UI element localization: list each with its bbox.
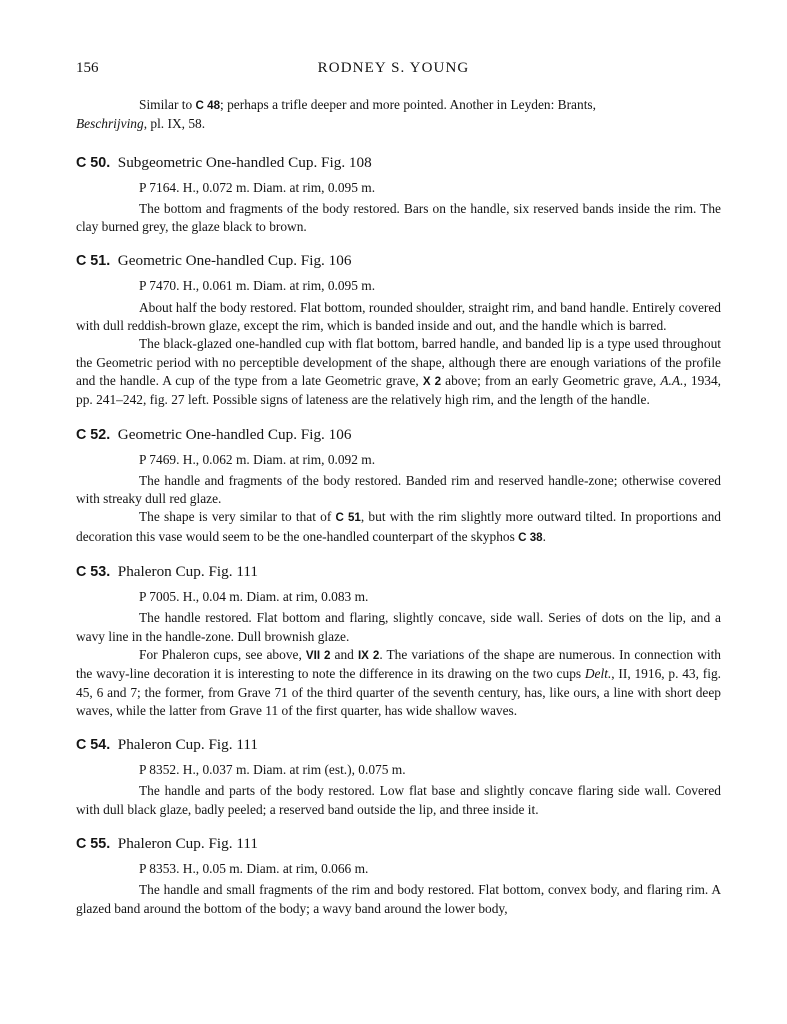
entry-discussion: The black-glazed one-handled cup with flat bottom, barred handle, and banded lip is a type used throughout the Geometric period with no perceptible development of the shape, although there are enough variations of the profile and the handle. A cup of the type from a late Geometric grave, X 2 above; from an early Geometric grave, A.A., 1934, pp. 241–242, fig. 27 left. Possible signs of lateness are the relatively high rim, and the length of the handle. — [76, 336, 722, 408]
entry-description: The handle and small fragments of the rim and body restored. Flat bottom, convex body, and flaring rim. A glazed band around the bottom of the body; a wavy band around the lower body, — [76, 882, 721, 916]
entry-discussion: The shape is very similar to that of C 51, but with the rim slightly more outward tilted. In proportions and decoration this vase would seem to be the one-handled counterpart of the skyphos C 38. — [76, 509, 722, 544]
entry-title: Subgeometric One-handled Cup. Fig. 108 — [117, 153, 372, 171]
entry-heading-c53 — [76, 562, 721, 582]
catalogue-ref: C 51 — [335, 511, 361, 525]
entry-heading-c52 — [76, 425, 721, 445]
entry-title: Geometric One-handled Cup. Fig. 106 — [117, 425, 352, 443]
entry-description: The bottom and fragments of the body restored. Bars on the handle, six reserved bands inside the rim. The clay burned grey, the glaze black to brown. — [76, 200, 721, 235]
text-body — [76, 96, 721, 918]
entry-heading-c54 — [76, 735, 721, 755]
entry-description: About half the body restored. Flat bottom, rounded shoulder, straight rim, and band handle. Entirely covered with dull reddish-brown glaze, except the rim, which is banded inside and out, and the handle which is barred. — [76, 299, 721, 334]
catalogue-number: C 51. — [76, 253, 111, 270]
entry-heading-c50 — [76, 153, 721, 173]
entry-title: Geometric One-handled Cup. Fig. 106 — [117, 252, 352, 270]
catalogue-number: C 54. — [76, 737, 111, 754]
catalogue-number: C 50. — [76, 154, 111, 171]
running-head: RODNEY S. YOUNG — [317, 60, 470, 76]
entry-measurements: P 8352. H., 0.037 m. Diam. at rim (est.), 0.075 m. — [139, 762, 406, 778]
entry-measurements: P 8353. H., 0.05 m. Diam. at rim, 0.066 m. — [139, 861, 369, 877]
entry-measurements: P 7469. H., 0.062 m. Diam. at rim, 0.092 m. — [139, 451, 376, 467]
entry-heading-c51 — [76, 251, 721, 271]
entry-measurements: P 7164. H., 0.072 m. Diam. at rim, 0.095 m. — [139, 179, 376, 195]
entry-title: Phaleron Cup. Fig. 111 — [117, 835, 258, 853]
catalogue-ref: C 48 — [195, 99, 221, 112]
entry-description: The handle restored. Flat bottom and flaring, slightly concave, side wall. Series of dots on the lip, and a wavy line in the handle-zone. Dull brownish glaze. — [76, 610, 721, 644]
entry-measurements: P 7005. H., 0.04 m. Diam. at rim, 0.083 m. — [139, 589, 369, 605]
page-number: 156 — [76, 60, 99, 76]
catalogue-number: C 55. — [76, 836, 111, 853]
entry-discussion: For Phaleron cups, see above, VII 2 and IX 2. The variations of the shape are numerous. In connection with the wavy-line decoration it is interesting to note the difference in its drawing on the two cups Delt., II, 1916, p. 43, fig. 45, 6 and 7; the former, from Grave 71 of the third quarter of the seventh century, has, like ours, a line with short deep waves, while the latter from Grave 11 of the first quarter, has wide shallow waves. — [76, 646, 721, 718]
catalogue-number: C 53. — [76, 564, 111, 581]
entry-description: The handle and parts of the body restored. Low flat base and slightly concave flaring side wall. Covered with dull black glaze, badly peeled; a reserved band outside the lip, and three inside it. — [76, 783, 721, 817]
entry-measurements: P 7470. H., 0.061 m. Diam. at rim, 0.095 m. — [139, 278, 376, 294]
catalogue-ref: X 2 — [422, 374, 442, 388]
entry-heading-c55 — [76, 834, 721, 854]
catalogue-ref: IX 2 — [357, 648, 380, 662]
entry-title: Phaleron Cup. Fig. 111 — [117, 563, 258, 581]
catalogue-number: C 52. — [76, 426, 111, 443]
entry-description: The handle and fragments of the body restored. Banded rim and reserved handle-zone; otherwise covered with streaky dull red glaze. — [76, 472, 721, 507]
entry-title: Phaleron Cup. Fig. 111 — [117, 736, 258, 754]
catalogue-ref: C 38 — [518, 530, 543, 544]
catalogue-ref: VII 2 — [305, 648, 331, 662]
intro-paragraph: Similar to C 48; perhaps a trifle deeper and more pointed. Another in Leyden: Brants, Beschrijving, pl. IX, 58. — [76, 97, 596, 132]
